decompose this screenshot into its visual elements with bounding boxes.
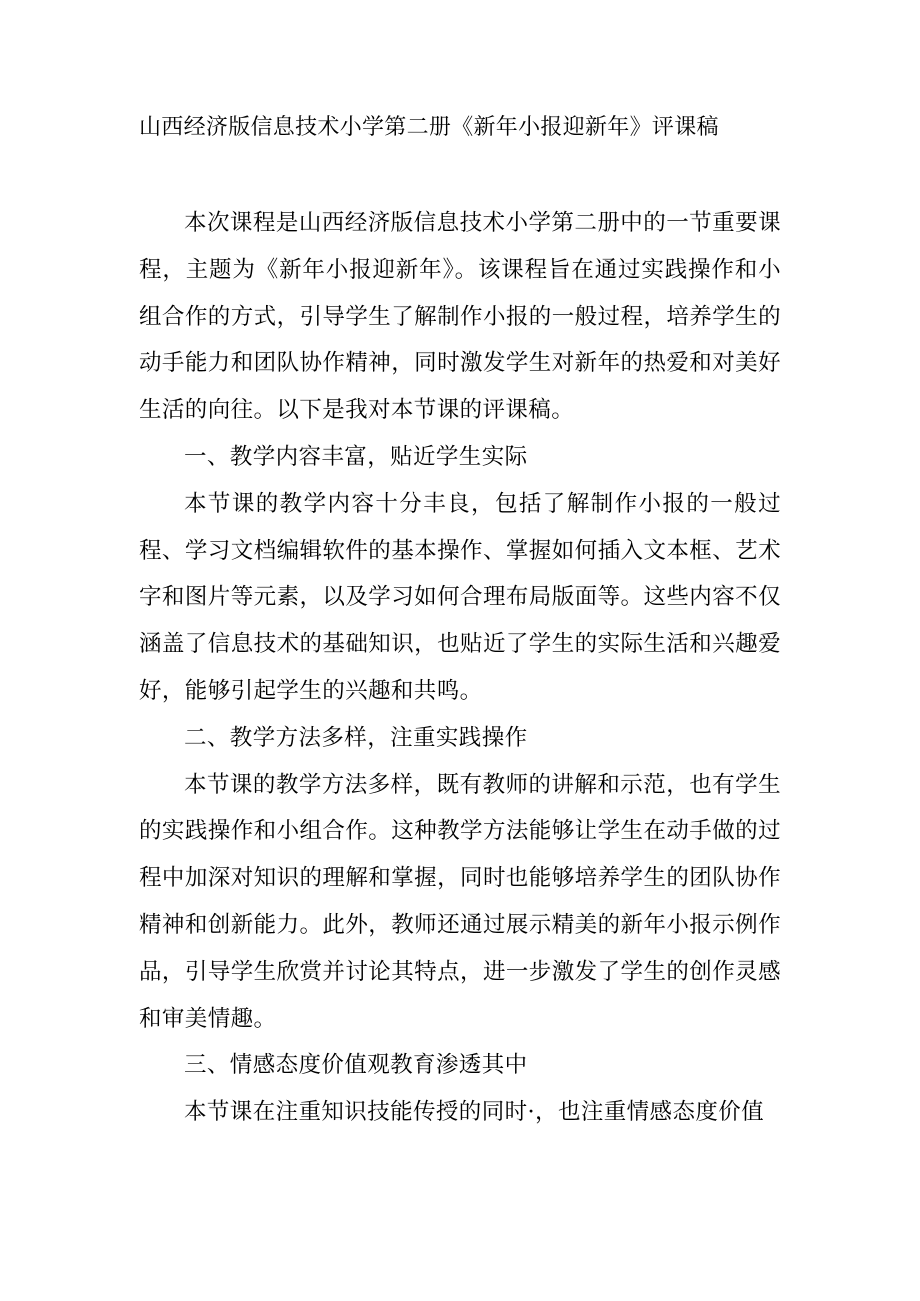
paragraph-section-2: 本节课的教学方法多样，既有教师的讲解和示范，也有学生的实践操作和小组合作。这种教学方法能够让学生在动手做的过程中加深对知识的理解和掌握，同时也能够培养学生的团队协作精神和创新能力。此外，教师还通过展示精美的新年小报示例作品，引导学生欣赏并讨论其特点，进一步激发了学生的创作灵感和审美情趣。 [139,771,781,1032]
document-title: 山西经济版信息技术小学第二册《新年小报迎新年》评课稿 [139,115,719,140]
paragraph-intro: 本次课程是山西经济版信息技术小学第二册中的一节重要课程，主题为《新年小报迎新年》。该课程旨在通过实践操作和小组合作的方式，引导学生了解制作小报的一般过程，培养学生的动手能力和团队协作精神，同时激发学生对新年的热爱和对美好生活的向往。以下是我对本节课的评课稿。 [139,210,781,424]
section-heading-2: 二、教学方法多样，注重实践操作 [184,724,528,751]
paragraph-section-3: 本节课在注重知识技能传授的同时·，也注重情感态度价值 [184,1099,765,1126]
document-body [139,200,781,1136]
paragraph-section-1: 本节课的教学内容十分丰良，包括了解制作小报的一般过程、学习文档编辑软件的基本操作、掌握如何插入文本框、艺术字和图片等元素，以及学习如何合理布局版面等。这些内容不仅涵盖了信息技术的基础知识，也贴近了学生的实际生活和兴趣爱好，能够引起学生的兴趣和共鸣。 [139,490,781,704]
section-heading-1: 一、教学内容丰富，贴近学生实际 [184,443,528,470]
section-heading-3: 三、情感态度价值观教育渗透其中 [184,1052,528,1079]
